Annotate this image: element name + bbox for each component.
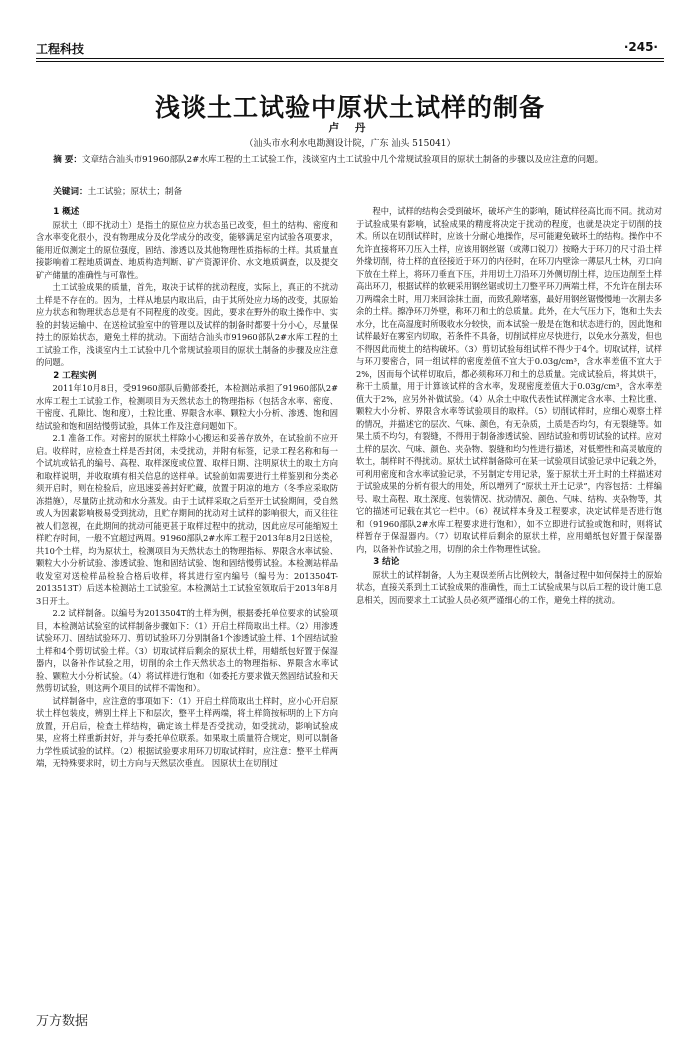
paragraph: 程中，试样的结构会受到破坏，破坏产生的影响，随试样径高比而不同。扰动对于试验成果有影响，试验成果的精度将决定于扰动的程度，也就是决定于切削的技术。所以在切削试样时，应该十分耐心地操作，尽可能避免破坏土的结构。操作中不允许直接将环刀压入土样，应该用钢丝锯（或薄口锐刀）按略大于环刀的尺寸沿土样外缘切削，待土样的直径接近于环刀的内径时，在环刀内壁涂一薄层凡士林，刃口向下放在土样上，将环刀垂直下压，并用切土刀沿环刀外侧切削土样，边压边削至土样高出环刀，根据试样的软硬采用钢丝锯或切土刀整平环刀两端土样，不允许在削去环刀两端余土时，用刀来回涂抹土面，而致孔隙堵塞，最好用钢丝锯慢慢地一次割去多余的土样。擦净环刀外壁，称环刀和土的总质量。此外，在大气压力下，饱和土失去水分，比在高湿度时所吸收水分较快，而本试验一般是在饱和状态进行的，因此饱和试样最好在雾室内切取，若条件不具备，切削试样应尽快进行，以免水分蒸发，但也不得因此而使土的结构破坏。（3）剪切试验每组试样不得少于4个。切取试样，试样与环刀要密合，同一组试样的密度差值不宜大于0.03g/cm³，含水率差值不宜大于2%，因而每个试样切取后，都必须称环刀和土的总质量。完成试验后，将其烘干，称干土质量，用于计算该试样的含水率，发现密度差值大于0.03g/cm³，含水率差值大于2%，应另外补做试验。（4）从余土中取代表性试样测定含水率、土粒比重、颗粒大小分析、界限含水率等试验项目的取样。（5）切削试样时，应细心观察土样的情况，并描述它的层次、气味、颜色，有无杂质，土质是否均匀，有无裂缝等。如果土质不均匀，有裂缝，不得用于制备渗透试验、固结试验和剪切试验的试样。应对土样的层次、气味、颜色、夹杂物、裂缝和均匀性进行描述，对低塑性和高灵敏度的软土，制样时不得扰动。原状土试样制备除可在某一试验项目试验记录中记载之外，可利用密度和含水率试验记录，不另制定专用记录，鉴于原状土开土时的土样描述对于试验成果的分析有很大的用处，所以增列了“原状土开土记录”，内容包括：土样编号、取土高程、取土深度、包装情况、扰动情况、颜色、气味、结构、夹杂物等，其它的描述可记载在其它一栏中。（6）视试样本身及工程要求，决定试样是否进行饱和（91960部队2#水库工程要求进行饱和），如不立即进行试验或饱和时，则将试样暂存于保湿器内。（7）切取试样后剩余的原状土样，应用蜡纸包好置于保湿器内，以备补作试验之用，切削的余土作物理性试验。 (356, 206, 662, 554)
abstract-text: 文章结合汕头市91960部队2#水库工程的土工试验工作，浅谈室内土工试验中几个常规试验项目的原状土制备的步骤以及应注意的问题。 (81, 155, 604, 165)
right-column (356, 205, 662, 606)
paragraph: 原状土（即不扰动土）是指土的原位应力状态虽已改变，但土的结构、密度和含水率变化很小，没有物理成分及化学成分的改变，能够满足室内试验各项要求，能用近似测定土的原位强度，固结、渗透以及其他物理性质指标的土样。其质量直接影响着工程地质调查、地质构造判断、矿产资源评价、水文地质调查，以及提交矿产储量的准确性与可靠性。 (36, 219, 338, 280)
header-rule (36, 58, 664, 59)
keywords (36, 185, 664, 197)
page-number: ·245· (623, 40, 658, 54)
section-heading-case: 2 工程实例 (53, 370, 97, 381)
footer-source: 万方数据 (36, 1014, 89, 1029)
article-title: 浅谈土工试验中原状土试样的制备 (154, 93, 545, 122)
paragraph: 2.2 试样制备。以编号为2013504T的土样为例，根据委托单位要求的试验项目，本检测站试验室的试样制备步骤如下：（1）开启土样筒取出土样。（2）用渗透试验环刀、固结试验环刀、剪切试验环刀分别制备1个渗透试验土样、1个固结试验土样和4个剪切试验土样。（3）切取试样后剩余的原状土样，用蜡纸包好置于保湿器内，以备补作试验之用，切削的余土作天然状态土的物理指标、界限含水率试验、颗粒大小分析试验。（4）将试样进行饱和（如委托方要求做天然固结试验和天然剪切试验，则这两个项目的试样不需饱和）。 (36, 608, 338, 693)
left-column (36, 205, 338, 770)
paragraph: 2011年10月8日，受91960部队后勤部委托，本检测站承担了91960部队2#水库工程土工试验工作，检测项目为天然状态土的物理指标（包括含水率、密度、干密度、孔隙比、饱和度），土粒比重、界限含水率、颗粒大小分析、渗透、饱和固结试验和饱和固结慢剪试验，具体工作及注意问题如下。 (36, 383, 338, 431)
paragraph: 原状土的试样制备，人为主观误差所占比例较大，制备过程中如何保持土的原始状态，直接关系到土工试验成果的准确性，而土工试验成果与以后工程的设计施工息息相关，因而要求土工试验人员必须严谨细心的工作，避免土样的扰动。 (356, 569, 662, 605)
section-heading-overview: 1 概述 (53, 207, 80, 217)
paragraph: 土工试验成果的质量，首先，取决于试样的扰动程度，实际上，真正的不扰动土样是不存在的。因为，土样从地层内取出后，由于其所处应力场的改变，其原始应力状态和物理状态总是有不同程度的改变。因此，要求在野外的取土操作中、实验的封装运输中、在送检试验室中的管理以及试样的制备时都要十分小心，尽量保持土的原始状态，避免土样的扰动。下面结合汕头市91960部队2#水库工程的土工试验工作，浅谈室内土工试验中几个常规试验项目的原状土制备的步骤及应注意的问题。 (36, 282, 338, 367)
author-affiliation: （汕头市水利水电勘测设计院，广东 汕头 515041） (244, 139, 456, 149)
paragraph: 2.1 准备工作。对密封的原状土样除小心搬运和妥善存放外，在试验前不应开启。收样时，应检查土样是否封闭，未受扰动，并附有标签，记录工程名称和每一个试坑或钻孔的编号、高程、取样深度或位置、取样日期、注明原状土的取土方向和取样说明，并收取填有相关信息的送样单。试验前如需要进行土样鉴别和分类必须开启时，则在检验后，应迅速妥善封好贮藏，放置于阴凉的地方（冬季应采取防冻措施），尽量防止扰动和水分蒸发。由于土试样采取之后至开土试验期间，受自然或人为因素影响极易受到扰动，且贮存期间的扰动对土试样的影响很大，而又往往被人们忽视，在此期间的扰动可能更甚于取样过程中的扰动，因此应尽可能缩短土样贮存时间，一般不宜超过两周。91960部队2#水库工程于2013年8月2日送检，共10个土样，均为原状土，检测项目为天然状态土的物理指标、界限含水率试验、颗粒大小分析试验、渗透试验、饱和固结试验、饱和固结慢剪试验。本检测站样品收发室对送检样品检验合格后收样，将其进行室内编号（编号为：2013504T-2013513T）后送本检测站土工试验室。本检测站土工试验室领取后于2013年8月3日开土。 (36, 433, 338, 606)
journal-section-title: 工程科技 (36, 42, 85, 56)
section-heading-conclusion: 3 结论 (373, 557, 400, 567)
abstract-label: 摘 要： (53, 155, 82, 165)
article-author: 卢 丹 (328, 122, 372, 134)
keywords-text: 土工试验；原状土；制备 (87, 187, 183, 197)
keywords-label: 关键词： (53, 187, 88, 197)
abstract (36, 154, 664, 168)
paragraph: 试样制备中，应注意的事项如下：（1）开启土样筒取出土样时，应小心开启原状土样包装皮，辨别土样上下和层次，整平土样两端，将土样筒按标明的上下方向放置，开启后，检查土样结构，确定该土样是否受扰动，如受扰动，影响试验成果，应将土样重新封好，并与委托单位联系。如果取土质量符合规定，则可以制备力学性质试验的试样。（2）根据试验要求用环刀切取试样时，应注意：整平土样两端，无特殊要求时，切土方向与天然层次垂直。 因原状土在切削过 (36, 695, 338, 768)
header-rule-thin (36, 61, 664, 62)
